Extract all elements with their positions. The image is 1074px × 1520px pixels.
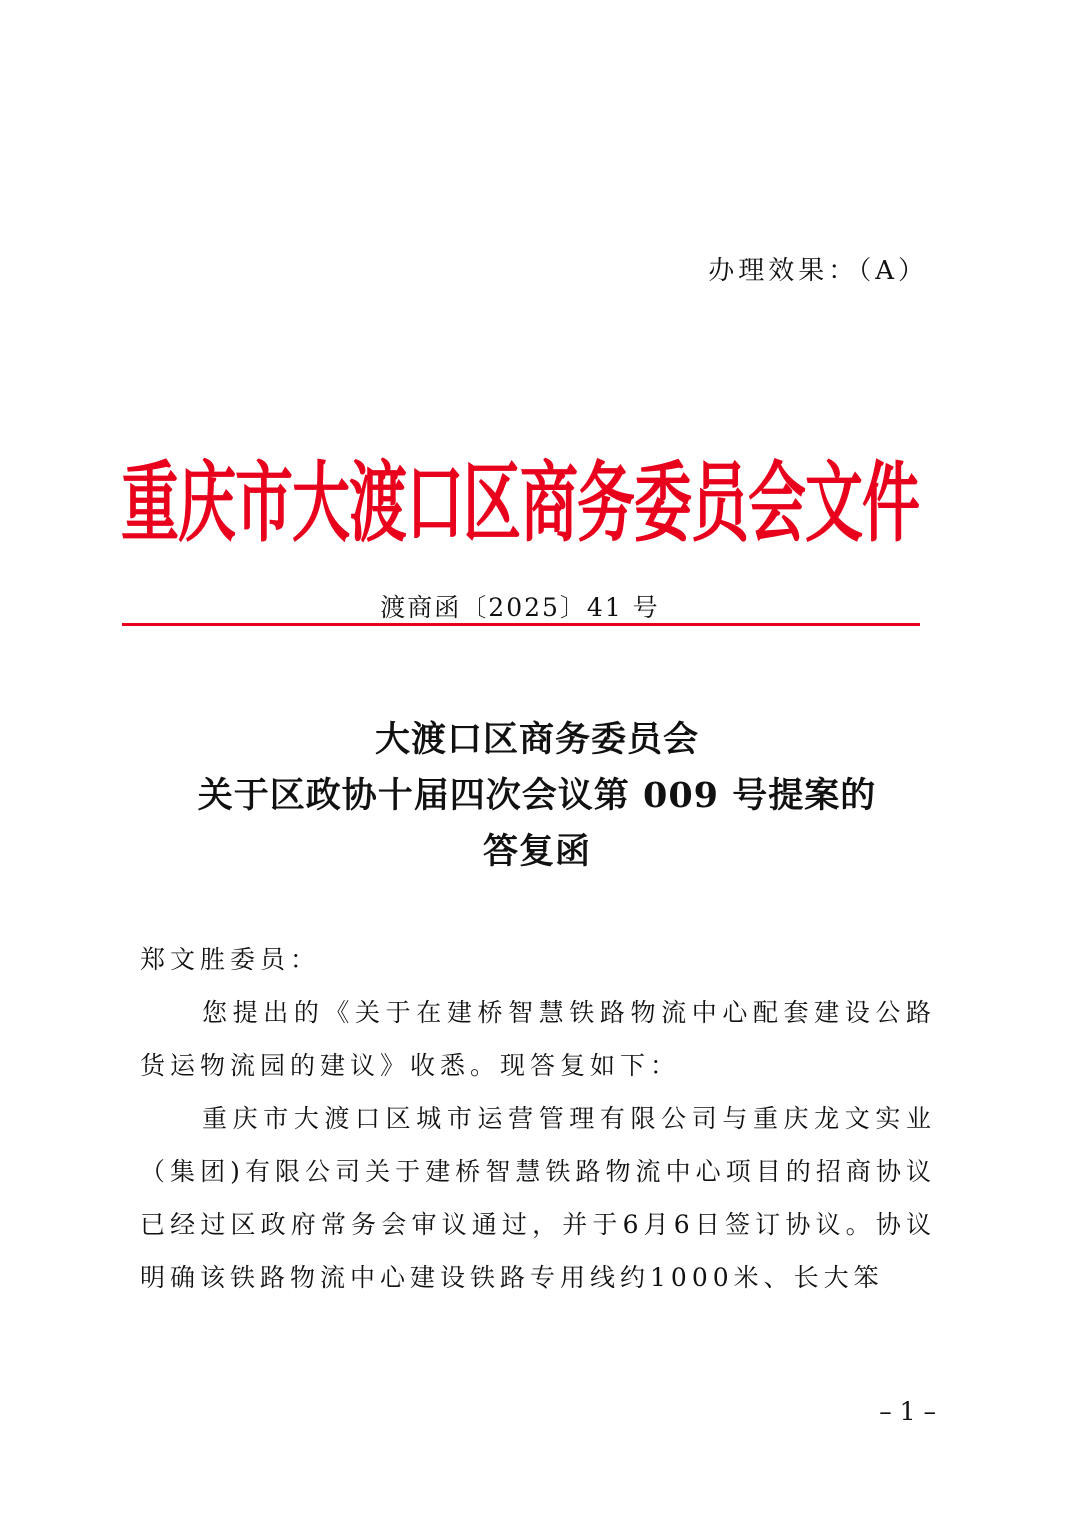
- document-number: 渡商函〔2025〕41 号: [380, 593, 660, 622]
- title-line-1: 大渡口区商务委员会: [374, 719, 699, 760]
- title-line-2: 关于区政协十届四次会议第 009 号提案的: [197, 775, 877, 816]
- body-paragraph-2: 重庆市大渡口区城市运营管理有限公司与重庆龙文实业（集团)有限公司关于建桥智慧铁路物流中心项目的招商协议已经过区政府常务会审议通过，并于6月6日签订协议。协议明确该铁路物流中心建设铁路专用线约1000米、长大笨: [140, 1104, 936, 1292]
- handling-result-label: 办理效果：（A）: [708, 256, 928, 286]
- document-title: [100, 712, 974, 880]
- document-body: [140, 933, 936, 1304]
- document-masthead: 重庆市大渡口区商务委员会文件: [120, 452, 919, 554]
- title-line-3: 答复函: [482, 831, 591, 872]
- page-number: – 1 –: [879, 1397, 936, 1426]
- red-separator-rule: [122, 623, 920, 626]
- body-paragraph-1: 您提出的《关于在建桥智慧铁路物流中心配套建设公路货运物流园的建议》收悉。现答复如下：: [140, 998, 936, 1080]
- salutation: 郑文胜委员：: [140, 945, 321, 974]
